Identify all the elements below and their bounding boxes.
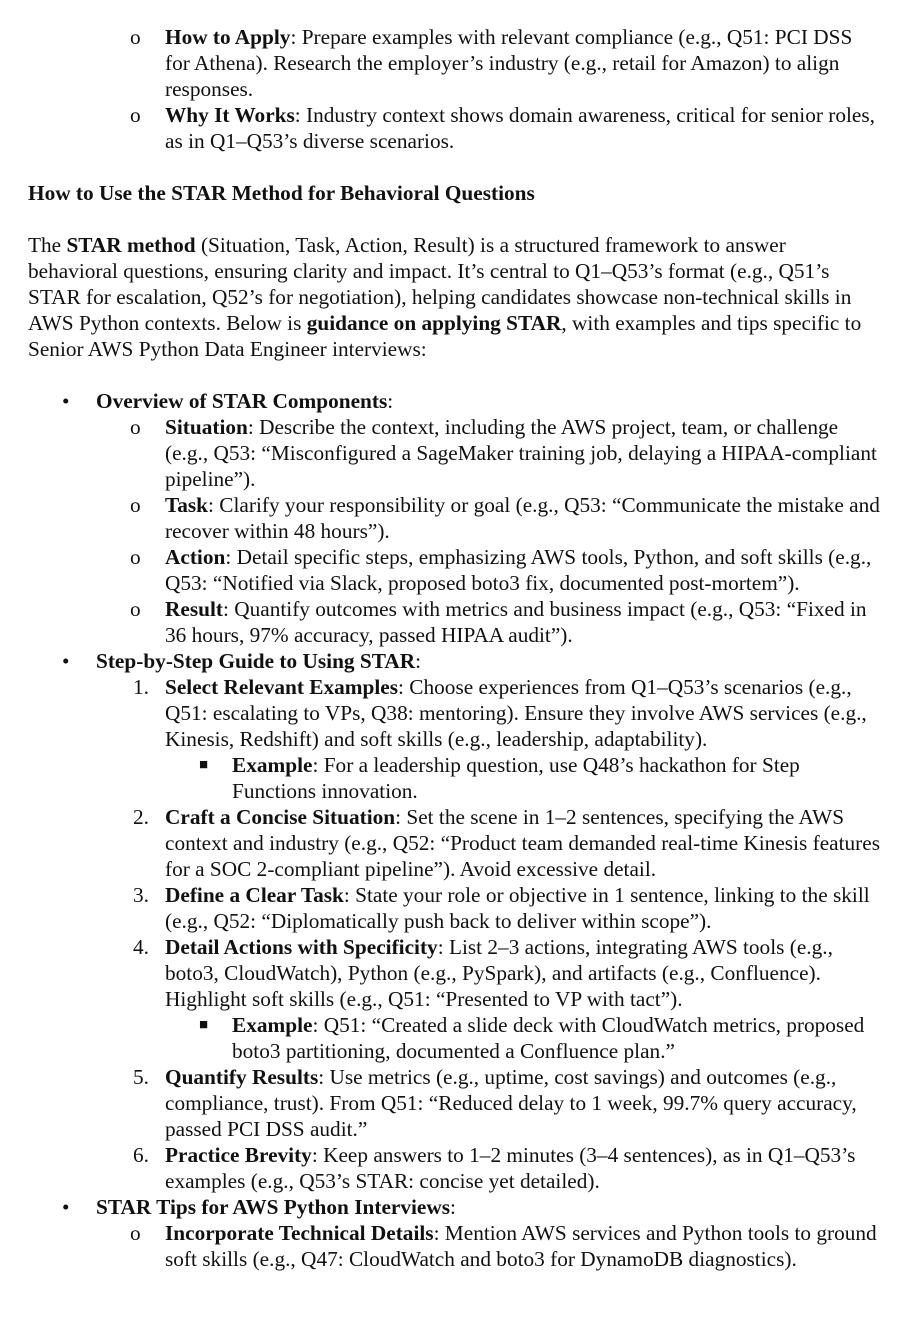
item-label: Example — [232, 1013, 313, 1037]
list-item — [28, 544, 880, 596]
item-text: : Set the scene in 1–2 sentences, specifying the AWS context and industry (e.g., Q52: “Product team demanded real-time Kinesis features for a SOC 2-compliant pipeline”). Avoid excessive detail. — [165, 805, 880, 881]
item-text: : Q51: “Created a slide deck with CloudWatch metrics, proposed boto3 partitioning, documented a Confluence plan.” — [232, 1013, 865, 1063]
list-item — [28, 934, 880, 1012]
intro-segment: The — [28, 233, 67, 257]
square-bullet-icon: ■ — [199, 757, 209, 773]
item-text: : State your role or objective in 1 sentence, linking to the skill (e.g., Q52: “Diplomatically push back to deliver within scope”). — [165, 883, 870, 933]
item-text: : List 2–3 actions, integrating AWS tools (e.g., boto3, CloudWatch), Python (e.g., PySpark), and artifacts (e.g., Confluence). Highlight soft skills (e.g., Q51: “Presented to VP with tact”). — [165, 935, 833, 1011]
intro-segment: STAR method — [66, 233, 196, 257]
item-text: : Describe the context, including the AWS project, team, or challenge (e.g., Q53: “Misconfigured a SageMaker training job, delaying a HIPAA-compliant pipeline”). — [165, 415, 877, 491]
list-item — [28, 414, 880, 492]
top-list — [28, 24, 880, 154]
item-label: Define a Clear Task — [165, 883, 344, 907]
list-item — [28, 596, 880, 648]
star-sections-list — [28, 388, 880, 1272]
item-text: : Mention AWS services and Python tools to ground soft skills (e.g., Q47: CloudWatch and boto3 for DynamoDB diagnostics). — [165, 1221, 877, 1271]
number-marker: 6. — [133, 1143, 149, 1167]
item-text: : Use metrics (e.g., uptime, cost savings) and outcomes (e.g., compliance, trust). From Q51: “Reduced delay to 1 week, 99.7% query accuracy, passed PCI DSS audit.” — [165, 1065, 857, 1141]
item-label: Example — [232, 753, 313, 777]
circle-bullet-icon: o — [130, 25, 141, 49]
disc-bullet-icon: • — [62, 389, 70, 413]
intro-segment: guidance on applying STAR — [306, 311, 562, 335]
list-item — [28, 1142, 880, 1194]
circle-bullet-icon: o — [130, 545, 141, 569]
list-item — [28, 1012, 880, 1064]
item-label: Practice Brevity — [165, 1143, 312, 1167]
number-marker: 4. — [133, 935, 149, 959]
list-item — [28, 674, 880, 752]
item-label: STAR Tips for AWS Python Interviews — [96, 1195, 451, 1219]
item-label: Incorporate Technical Details — [165, 1221, 434, 1245]
list-item — [28, 1194, 880, 1220]
section-heading: How to Use the STAR Method for Behavioral Questions — [28, 181, 535, 205]
list-item — [28, 102, 880, 154]
square-bullet-icon: ■ — [199, 1017, 209, 1033]
circle-bullet-icon: o — [130, 415, 141, 439]
circle-bullet-icon: o — [130, 1221, 141, 1245]
item-label: Detail Actions with Specificity — [165, 935, 438, 959]
item-label: Why It Works — [165, 103, 295, 127]
list-item — [28, 648, 880, 674]
item-text: : Clarify your responsibility or goal (e.g., Q53: “Communicate the mistake and recover within 48 hours”). — [165, 493, 880, 543]
intro-paragraph — [28, 232, 880, 362]
item-label: Result — [165, 597, 223, 621]
item-text: : For a leadership question, use Q48’s hackathon for Step Functions innovation. — [232, 753, 800, 803]
item-text: : Keep answers to 1–2 minutes (3–4 sentences), as in Q1–Q53’s examples (e.g., Q53’s STAR: concise yet detailed). — [165, 1143, 856, 1193]
item-text: : Industry context shows domain awareness, critical for senior roles, as in Q1–Q53’s diverse scenarios. — [165, 103, 875, 153]
list-item — [28, 388, 880, 414]
item-label: Task — [165, 493, 209, 517]
list-item — [28, 1220, 880, 1272]
list-item — [28, 804, 880, 882]
item-label: Action — [165, 545, 226, 569]
intro-segment: , with examples and tips specific to Senior AWS Python Data Engineer interviews: — [28, 311, 862, 361]
circle-bullet-icon: o — [130, 103, 141, 127]
item-text: : — [387, 389, 394, 413]
list-item — [28, 492, 880, 544]
item-label: Overview of STAR Components — [96, 389, 388, 413]
item-text: : — [450, 1195, 456, 1219]
circle-bullet-icon: o — [130, 493, 141, 517]
disc-bullet-icon: • — [62, 649, 70, 673]
item-label: Craft a Concise Situation — [165, 805, 396, 829]
item-text: : Detail specific steps, emphasizing AWS tools, Python, and soft skills (e.g., Q53: “Notified via Slack, proposed boto3 fix, documented post-mortem”). — [165, 545, 872, 595]
number-marker: 3. — [133, 883, 149, 907]
item-text: : Prepare examples with relevant compliance (e.g., Q51: PCI DSS for Athena). Research the employer’s industry (e.g., retail for Amazon) to align responses. — [165, 25, 853, 101]
number-marker: 5. — [133, 1065, 149, 1089]
list-item — [28, 882, 880, 934]
item-label: Quantify Results — [165, 1065, 319, 1089]
item-label: Select Relevant Examples — [165, 675, 399, 699]
number-marker: 1. — [133, 675, 149, 699]
item-label: Step-by-Step Guide to Using STAR — [96, 649, 416, 673]
list-item — [28, 24, 880, 102]
number-marker: 2. — [133, 805, 149, 829]
item-label: Situation — [165, 415, 248, 439]
disc-bullet-icon: • — [62, 1195, 70, 1219]
list-item — [28, 1064, 880, 1142]
item-text: : Quantify outcomes with metrics and business impact (e.g., Q53: “Fixed in 36 hours, 97% accuracy, passed HIPAA audit”). — [165, 597, 867, 647]
circle-bullet-icon: o — [130, 597, 141, 621]
item-text: : — [415, 649, 422, 673]
item-text: : Choose experiences from Q1–Q53’s scenarios (e.g., Q51: escalating to VPs, Q38: mentoring). Ensure they involve AWS services (e.g., Kinesis, Redshift) and soft skills (e.g., leadership, adaptability). — [165, 675, 867, 751]
intro-segment: (Situation, Task, Action, Result) is a structured framework to answer behavioral questions, ensuring clarity and impact. It’s central to Q1–Q53’s format (e.g., Q51’s STAR for escalation, Q52’s for negotiation), helping candidates showcase non-technical skills in AWS Python contexts. Below is — [28, 233, 852, 335]
item-label: How to Apply — [165, 25, 291, 49]
list-item — [28, 752, 880, 804]
